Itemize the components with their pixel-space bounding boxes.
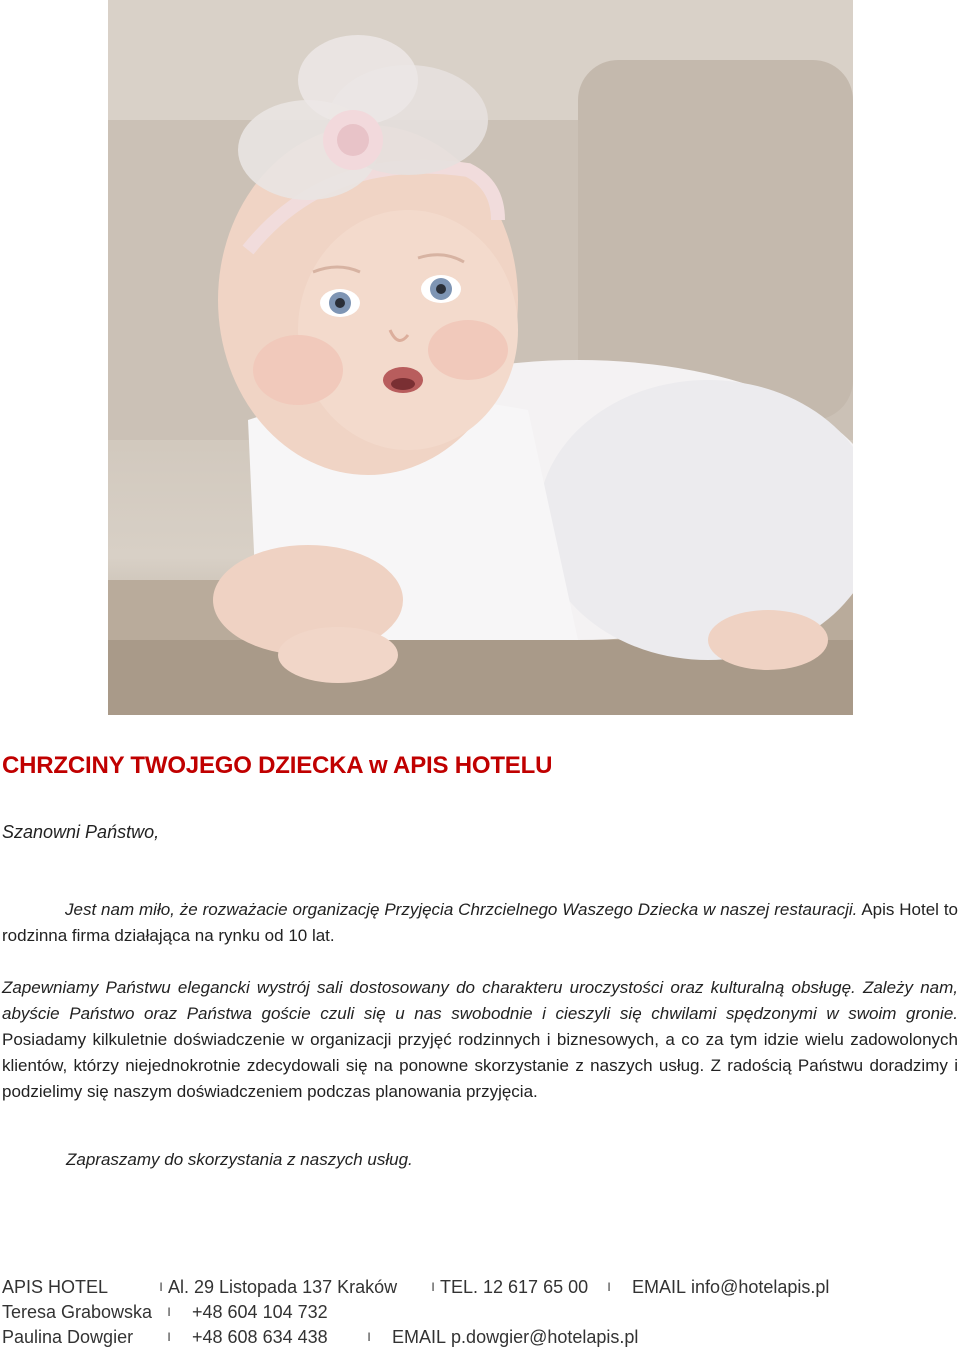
- invitation-text: Zapraszamy do skorzystania z naszych usług.: [66, 1150, 413, 1169]
- contact-phone[interactable]: +48 604 104 732: [192, 1302, 328, 1322]
- spacer: [176, 1300, 192, 1325]
- hotel-name: APIS HOTEL: [2, 1277, 109, 1297]
- hotel-email-link[interactable]: info@hotelapis.pl: [691, 1277, 830, 1297]
- contact-footer: [2, 1275, 958, 1350]
- separator: I: [159, 1280, 163, 1294]
- footer-row-contact-2: [2, 1325, 958, 1350]
- spacer: [616, 1275, 632, 1300]
- intro-paragraph: [2, 897, 958, 949]
- service-normal-text: Posiadamy kilkuletnie doświadczenie w organizacji przyjęć rodzinnych i biznesowych, a co za tym idzie wielu zadowolonych klientów, którzy niejednokrotnie zdecydowali się na ponowne skorzystanie z naszych usług. Z radością Państwu doradzimy i podzielimy się naszym doświadczeniem podczas planowania przyjęcia.: [2, 1030, 958, 1101]
- footer-row-hotel: [2, 1275, 958, 1300]
- contact-name: Paulina Dowgier: [2, 1327, 134, 1347]
- baby-illustration: [108, 0, 853, 715]
- contact-name: Teresa Grabowska: [2, 1302, 153, 1322]
- contact-email-label: EMAIL: [392, 1327, 447, 1347]
- hotel-address: Al. 29 Listopada 137 Kraków: [168, 1277, 398, 1297]
- hotel-phone: TEL. 12 617 65 00: [440, 1277, 589, 1297]
- contact-email-link[interactable]: p.dowgier@hotelapis.pl: [451, 1327, 639, 1347]
- footer-row-contact-1: [2, 1300, 958, 1325]
- intro-normal-text: Apis Hotel to rodzinna firma działająca na rynku od 10 lat.: [2, 900, 958, 945]
- spacer: [376, 1325, 392, 1350]
- service-italic-text: Zapewniamy Państwu elegancki wystrój sali dostosowany do charakteru uroczystości oraz kulturalną obsługę. Zależy nam, abyście Państwo oraz Państwa goście czuli się u nas swobodnie i cieszyli się chwilami spędzonymi w swoim gronie.: [2, 978, 958, 1023]
- separator: I: [167, 1305, 171, 1319]
- separator: I: [607, 1280, 611, 1294]
- hotel-email-label: EMAIL: [632, 1277, 687, 1297]
- intro-italic-text: Jest nam miło, że rozważacie organizację Przyjęcia Chrzcielnego Waszego Dziecka w naszej restauracji.: [65, 900, 858, 919]
- contact-phone[interactable]: +48 608 634 438: [192, 1327, 328, 1347]
- separator: I: [367, 1330, 371, 1344]
- spacer: [176, 1325, 192, 1350]
- hero-photo: [108, 0, 853, 715]
- separator: I: [167, 1330, 171, 1344]
- greeting: Szanowni Państwo,: [2, 822, 160, 842]
- service-paragraph: [2, 975, 958, 1105]
- page-title: CHRZCINY TWOJEGO DZIECKA w APIS HOTELU: [2, 752, 553, 779]
- separator: I: [431, 1280, 435, 1294]
